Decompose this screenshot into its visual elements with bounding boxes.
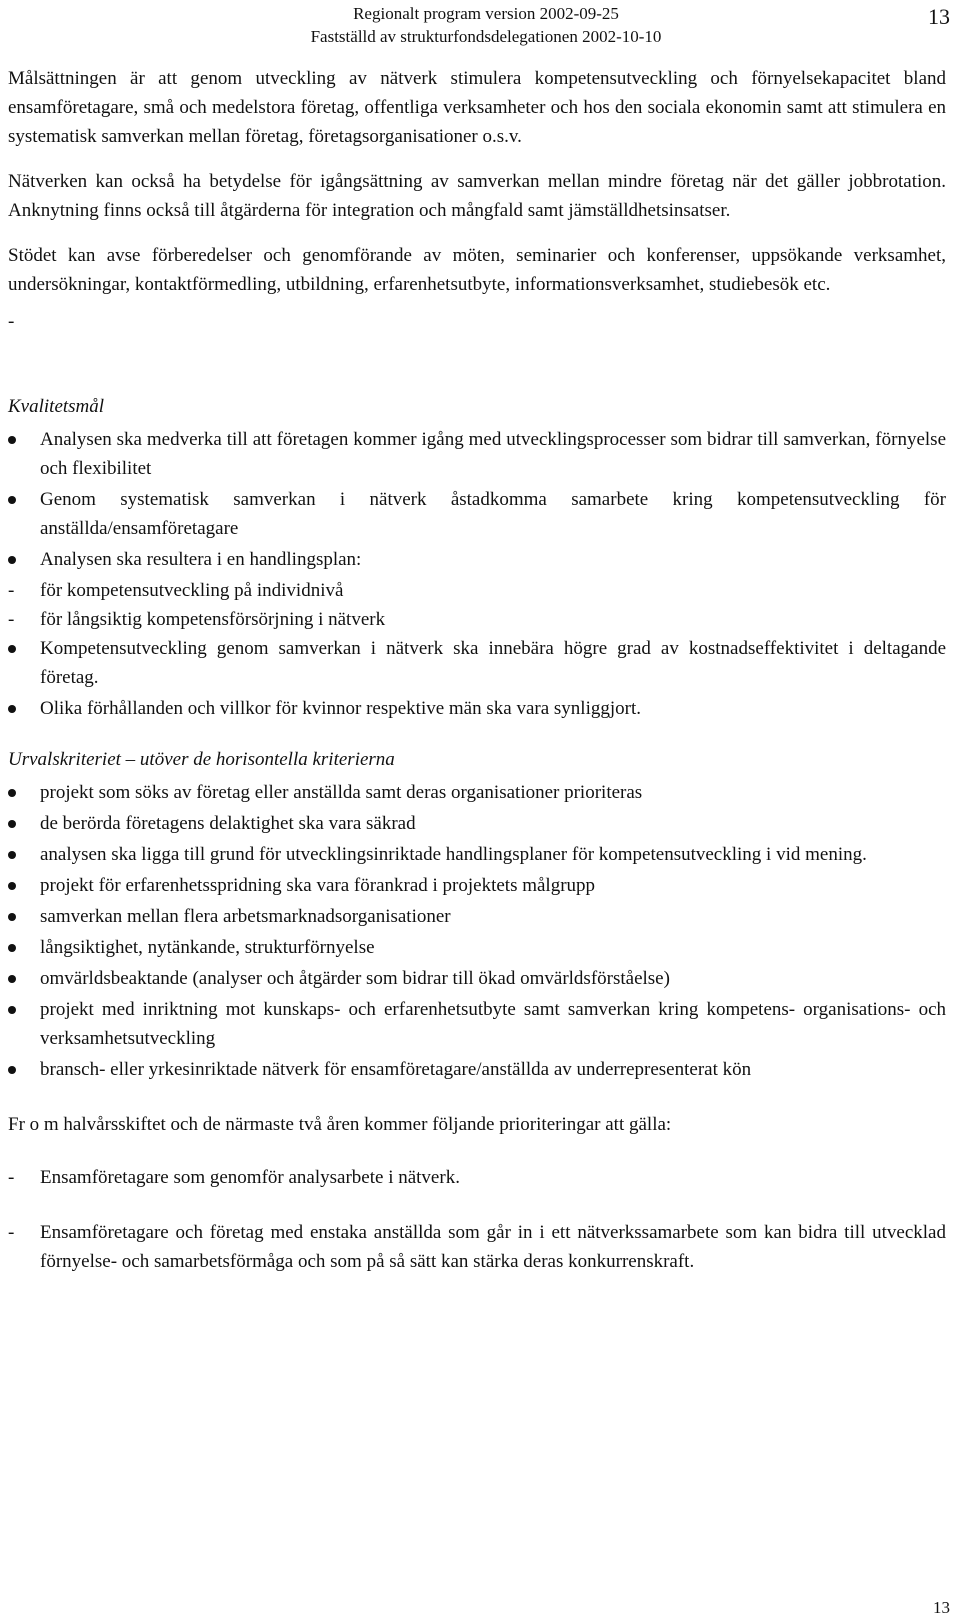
section-title-urval: Urvalskriteriet – utöver de horisontella kriterierna	[8, 749, 395, 770]
header-approval-date: Fastställd av strukturfondsdelegationen 2002-10-10	[310, 27, 662, 46]
list-item: bransch- eller yrkesinriktade nätverk för ensamföretagare/anställda av underrepresenterat kön	[40, 1059, 752, 1080]
paragraph-support: Stödet kan avse förberedelser och genomförande av möten, seminarier och konferenser, uppsökande verksamhet, undersökningar, kontaktförmedling, utbildning, erfarenhetsutbyte, informationsverksamhet, studiebesök etc.	[8, 245, 946, 295]
kvalitet-list	[8, 425, 946, 574]
header-text	[296, 2, 676, 48]
stray-dash: -	[8, 311, 15, 332]
urval-list	[8, 778, 946, 1084]
priority-item: - Ensamföretagare som genomför analysarbete i nätverk.	[8, 1167, 460, 1188]
list-item: analysen ska ligga till grund för utvecklingsinriktade handlingsplaner för kompetensutveckling i vid mening.	[40, 844, 867, 865]
list-item: Analysen ska resultera i en handlingsplan:	[40, 549, 362, 570]
list-item: omvärldsbeaktande (analyser och åtgärder som bidrar till ökad omvärldsförståelse)	[40, 968, 670, 989]
dash-list-item: - för kompetensutveckling på individnivå	[8, 580, 344, 601]
list-item: Kompetensutveckling genom samverkan i nätverk ska innebära högre grad av kostnadseffektivitet i deltagande företag.	[40, 638, 946, 688]
list-item: projekt med inriktning mot kunskaps- och erfarenhetsutbyte samt samverkan kring kompetens- organisations- och verksamhetsutveckling	[40, 999, 946, 1049]
list-item: projekt för erfarenhetsspridning ska vara förankrad i projektets målgrupp	[40, 875, 596, 896]
page-number-bottom: 13	[933, 1598, 950, 1617]
list-item: projekt som söks av företag eller anställda samt deras organisationer prioriteras	[40, 782, 643, 803]
priorities-intro: Fr o m halvårsskiftet och de närmaste två åren kommer följande prioriteringar att gälla:	[8, 1114, 672, 1135]
list-item: samverkan mellan flera arbetsmarknadsorganisationer	[40, 906, 451, 927]
paragraph-networks: Nätverken kan också ha betydelse för igångsättning av samverkan mellan mindre företag när det gäller jobbrotation. Anknytning finns också till åtgärderna för integration och mångfald samt jämställdhetsinsatser.	[8, 171, 946, 221]
list-item: Genom systematisk samverkan i nätverk åstadkomma samarbete kring kompetensutveckling för anställda/ensamföretagare	[40, 489, 946, 539]
page-number-top: 13	[928, 4, 950, 29]
list-item: de berörda företagens delaktighet ska vara säkrad	[40, 813, 416, 834]
page-header	[0, 0, 960, 50]
section-title-kvalitet: Kvalitetsmål	[8, 396, 105, 417]
header-program-version: Regionalt program version 2002-09-25	[353, 4, 619, 23]
document-body	[8, 64, 946, 1302]
priority-item: - Ensamföretagare och företag med enstaka anställda som går in i ett nätverkssamarbete som kan bidra till utvecklad förnyelse- och samarbetsförmåga och som på så sätt kan stärka deras konkurrenskraft.	[8, 1222, 946, 1272]
paragraph-goal: Målsättningen är att genom utveckling av nätverk stimulera kompetensutveckling och förnyelsekapacitet bland ensamföretagare, små och medelstora företag, offentliga verksamheter och hos den sociala ekonomin samt att stimulera en systematisk samverkan mellan företag, företagsorganisationer o.s.v.	[8, 68, 946, 147]
list-item: långsiktighet, nytänkande, strukturförnyelse	[40, 937, 375, 958]
kvalitet-list-continued	[8, 634, 946, 723]
list-item: Olika förhållanden och villkor för kvinnor respektive män ska vara synliggjort.	[40, 698, 641, 719]
dash-list-item: - för långsiktig kompetensförsörjning i nätverk	[8, 609, 386, 630]
list-item: Analysen ska medverka till att företagen kommer igång med utvecklingsprocesser som bidrar till samverkan, förnyelse och flexibilitet	[40, 429, 946, 479]
